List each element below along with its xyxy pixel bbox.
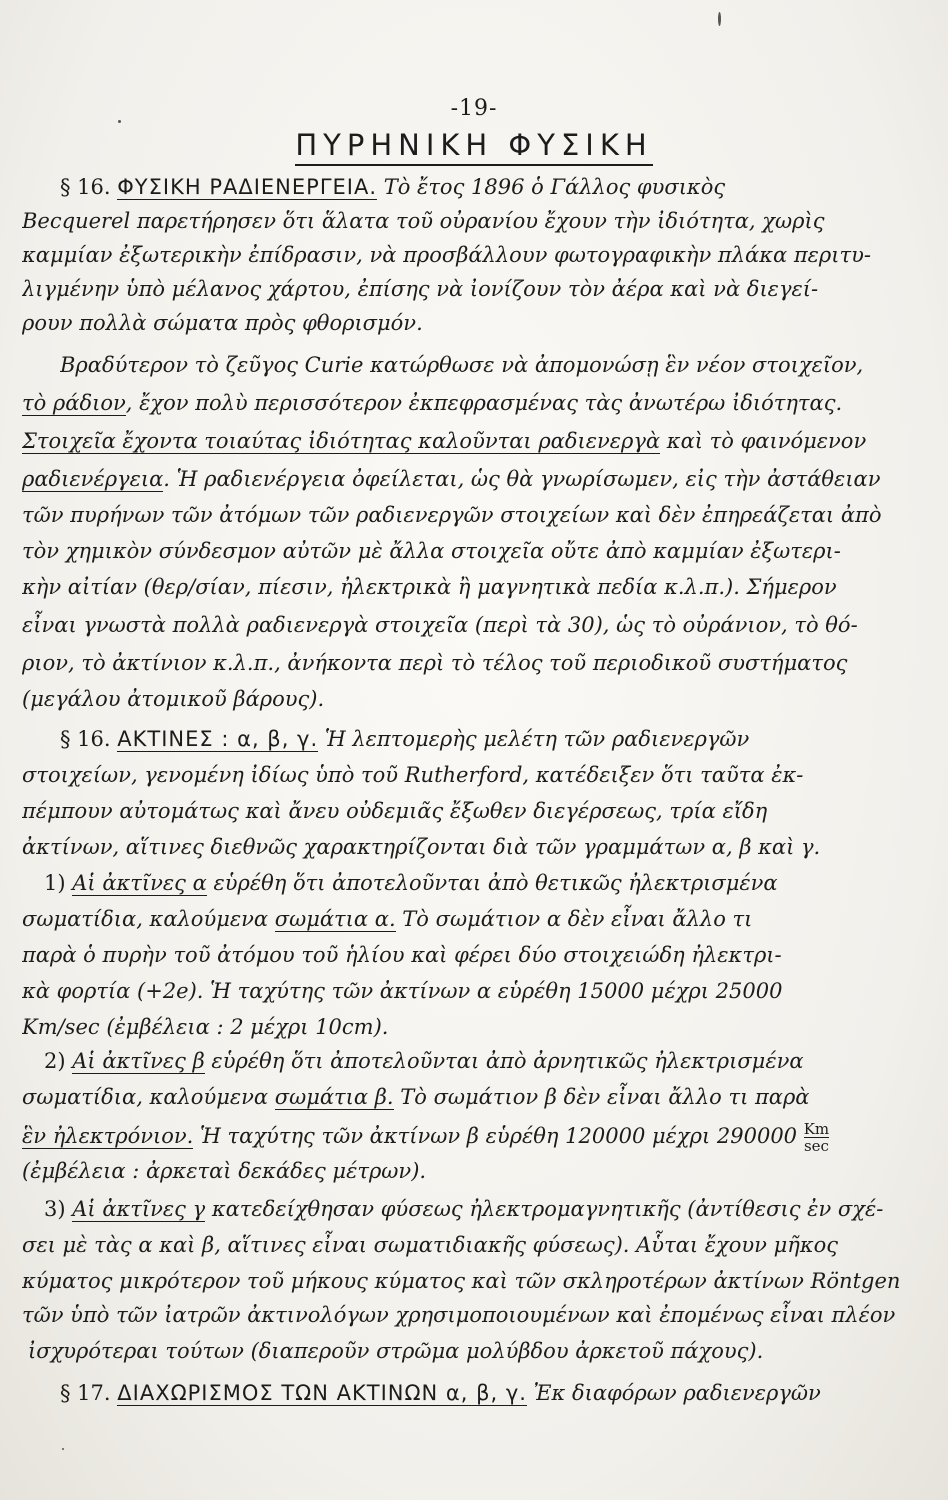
text-line: (ἐμβέλεια : ἀρκεταὶ δεκάδες μέτρων). <box>22 1159 427 1183</box>
text-line: ριον, τὸ ἀκτίνιον κ.λ.π., ἀνήκοντα περὶ τὸ τέλος τοῦ περιοδικοῦ συστήματος <box>22 651 848 675</box>
section-17-heading-line <box>60 1376 926 1410</box>
text-line: Becquerel παρετήρησεν ὅτι ἅλατα τοῦ οὐρανίου ἔχουν τὴν ἰδιότητα, χωρὶς <box>22 209 825 233</box>
text-span: . Ἡ ραδιενέργεια ὀφείλεται, ὡς θὰ γνωρίσωμεν, εἰς τὴν ἀστάθειαν <box>163 467 881 491</box>
text-span: σωματίδια, καλούμενα <box>22 907 275 931</box>
section-mark: § 17. <box>60 1381 111 1405</box>
text-line: πέμπουν αὐτομάτως καὶ ἄνευ οὐδεμιᾶς ἔξωθεν διεγέρσεως, τρία εἴδη <box>22 799 768 823</box>
text-line: κὴν αἰτίαν (θερ/σίαν, πίεσιν, ἠλεκτρικὰ ἢ μαγνητικὰ πεδία κ.λ.π.). Σήμερον <box>22 575 837 599</box>
fraction-numerator: Km <box>803 1120 830 1138</box>
text-span: Ἡ λεπτομερὴς μελέτη τῶν ραδιενεργῶν <box>324 727 750 751</box>
underlined-term: Αἱ ἀκτῖνες β <box>72 1049 205 1073</box>
text-line: λιγμένην ὑπὸ μέλανος χάρτου, ἐπίσης νὰ ἰονίζουν τὸν ἀέρα καὶ νὰ διεγεί- <box>22 277 819 301</box>
item-number: 1) <box>44 871 66 895</box>
title-text: ΠΥΡΗΝΙΚΗ ΦΥΣΙΚΗ <box>295 128 652 166</box>
text-span: καὶ τὸ φαινόμενον <box>660 429 867 453</box>
text-span: εὑρέθη ὅτι ἀποτελοῦνται ἀπὸ θετικῶς ἠλεκτρισμένα <box>206 871 778 895</box>
text-line <box>22 1080 926 1114</box>
text-line <box>22 902 926 936</box>
scan-speck <box>62 1448 64 1450</box>
text-line: εἶναι γνωστὰ πολλὰ ραδιενεργὰ στοιχεῖα (περὶ τὰ 30), ὡς τὸ οὐράνιον, τὸ θό- <box>22 613 858 637</box>
underlined-term: σωμάτια α. <box>274 907 396 931</box>
section-16b-heading-line <box>60 722 926 756</box>
text-line <box>22 386 926 420</box>
text-span: Στοιχεῖα ἔχοντα τοιαύτας ἰδιότητας καλοῦνται <box>22 429 539 453</box>
text-line: κὰ φορτία (+2e). Ἡ ταχύτης τῶν ἀκτίνων α εὑρέθη 15000 μέχρι 25000 <box>22 979 783 1003</box>
underlined-term: ραδιενεργὰ <box>538 429 661 453</box>
text-span: , ἔχον πολὺ περισσότερον ἐκπεφρασμένας τὰς ἀνωτέρω ἰδιότητας. <box>125 391 843 415</box>
text-line: τὸν χημικὸν σύνδεσμον αὐτῶν μὲ ἄλλα στοιχεῖα οὔτε ἀπὸ καμμίαν ἐξωτερι- <box>22 539 841 563</box>
text-line: παρὰ ὁ πυρὴν τοῦ ἀτόμου τοῦ ἡλίου καὶ φέρει δύο στοιχειώδη ἠλεκτρι- <box>22 943 782 967</box>
text-line: ἰσχυρότεραι τούτων (διαπεροῦν στρῶμα μολύβδου ἀρκετοῦ πάχους). <box>28 1339 764 1363</box>
text-line: καμμίαν ἐξωτερικὴν ἐπίδρασιν, νὰ προσβάλλουν φωτογραφικὴν πλάκα περιτυ- <box>22 243 871 267</box>
text-line: ρουν πολλὰ σώματα πρὸς φθορισμόν. <box>22 311 423 335</box>
text-line: σει μὲ τὰς α καὶ β, αἵτινες εἶναι σωματιδιακῆς φύσεως). Αὗται ἔχουν μῆκος <box>22 1233 839 1257</box>
text-line: κύματος μικρότερον τοῦ μήκους κύματος καὶ τῶν σκληροτέρων ἀκτίνων Röntgen <box>22 1269 901 1293</box>
text-line: (μεγάλου ἀτομικοῦ βάρους). <box>22 687 325 711</box>
text-span: Τὸ σωμάτιον α δὲν εἶναι ἄλλο τι <box>395 907 753 931</box>
section-heading: ΦΥΣΙΚΗ ΡΑΔΙΕΝΕΡΓΕΙΑ. <box>117 175 378 199</box>
text-line: Τὸ ἔτος 1896 ὁ Γάλλος φυσικὸς <box>383 175 726 199</box>
text-line <box>22 462 926 496</box>
text-span: Ἡ ταχύτης τῶν ἀκτίνων β εὑρέθη 120000 μέχρι 290000 <box>193 1124 804 1148</box>
item-number: 2) <box>44 1049 66 1073</box>
fraction-denominator: sec <box>803 1137 829 1155</box>
page-title <box>0 128 948 162</box>
section-heading: ΔΙΑΧΩΡΙΣΜΟΣ ΤΩΝ ΑΚΤΙΝΩΝ α, β, γ. <box>117 1381 527 1405</box>
unit-fraction <box>804 1121 829 1154</box>
underlined-term: ραδιενέργεια <box>22 467 164 491</box>
section-mark: § 16. <box>60 727 111 751</box>
text-line <box>22 1116 926 1156</box>
section-mark: § 16. <box>60 175 111 199</box>
item-number: 3) <box>44 1197 66 1221</box>
text-line <box>22 424 926 458</box>
text-span: Ἐκ διαφόρων ραδιενεργῶν <box>533 1381 821 1405</box>
text-line: στοιχείων, γενομένη ἰδίως ὑπὸ τοῦ Rutherford, κατέδειξεν ὅτι ταῦτα ἐκ- <box>22 763 804 787</box>
text-span: σωματίδια, καλούμενα <box>22 1085 275 1109</box>
page-number: -19- <box>450 96 498 121</box>
underlined-term: τὸ ράδιον <box>22 391 126 415</box>
text-line: Βραδύτερον τὸ ζεῦγος Curie κατώρθωσε νὰ ἀπομονώσῃ ἓν νέον στοιχεῖον, <box>60 353 864 377</box>
text-line: τῶν πυρήνων τῶν ἀτόμων τῶν ραδιενεργῶν στοιχείων καὶ δὲν ἐπηρεάζεται ἀπὸ <box>22 503 882 527</box>
section-16a-heading-line <box>60 170 926 204</box>
section-heading: ΑΚΤΙΝΕΣ : α, β, γ. <box>117 727 319 751</box>
paragraph-1-line <box>44 866 926 900</box>
text-line: ἀκτίνων, αἵτινες διεθνῶς χαρακτηρίζονται διὰ τῶν γραμμάτων α, β καὶ γ. <box>22 835 821 859</box>
paragraph-3-line <box>44 1192 926 1226</box>
underlined-term: Αἱ ἀκτῖνες α <box>72 871 207 895</box>
text-line: Km/sec (ἐμβέλεια : 2 μέχρι 10cm). <box>22 1015 389 1039</box>
text-span: κατεδείχθησαν φύσεως ἠλεκτρομαγνητικῆς (ἀντίθεσις ἐν σχέ- <box>205 1197 884 1221</box>
underlined-term: ἓν ἠλεκτρόνιον. <box>22 1124 194 1148</box>
scan-speck <box>118 120 121 123</box>
text-span: Τὸ σωμάτιον β δὲν εἶναι ἄλλο τι παρὰ <box>393 1085 810 1109</box>
underlined-term: σωμάτια β. <box>274 1085 394 1109</box>
scan-speck <box>718 12 721 26</box>
underlined-term: Αἱ ἀκτῖνες γ <box>72 1197 206 1221</box>
paragraph-2-line <box>44 1044 926 1078</box>
text-line: τῶν ὑπὸ τῶν ἰατρῶν ἀκτινολόγων χρησιμοποιουμένων καὶ ἐπομένως εἶναι πλέον <box>22 1303 896 1327</box>
text-span: εὑρέθη ὅτι ἀποτελοῦνται ἀπὸ ἀρνητικῶς ἠλεκτρισμένα <box>204 1049 804 1073</box>
